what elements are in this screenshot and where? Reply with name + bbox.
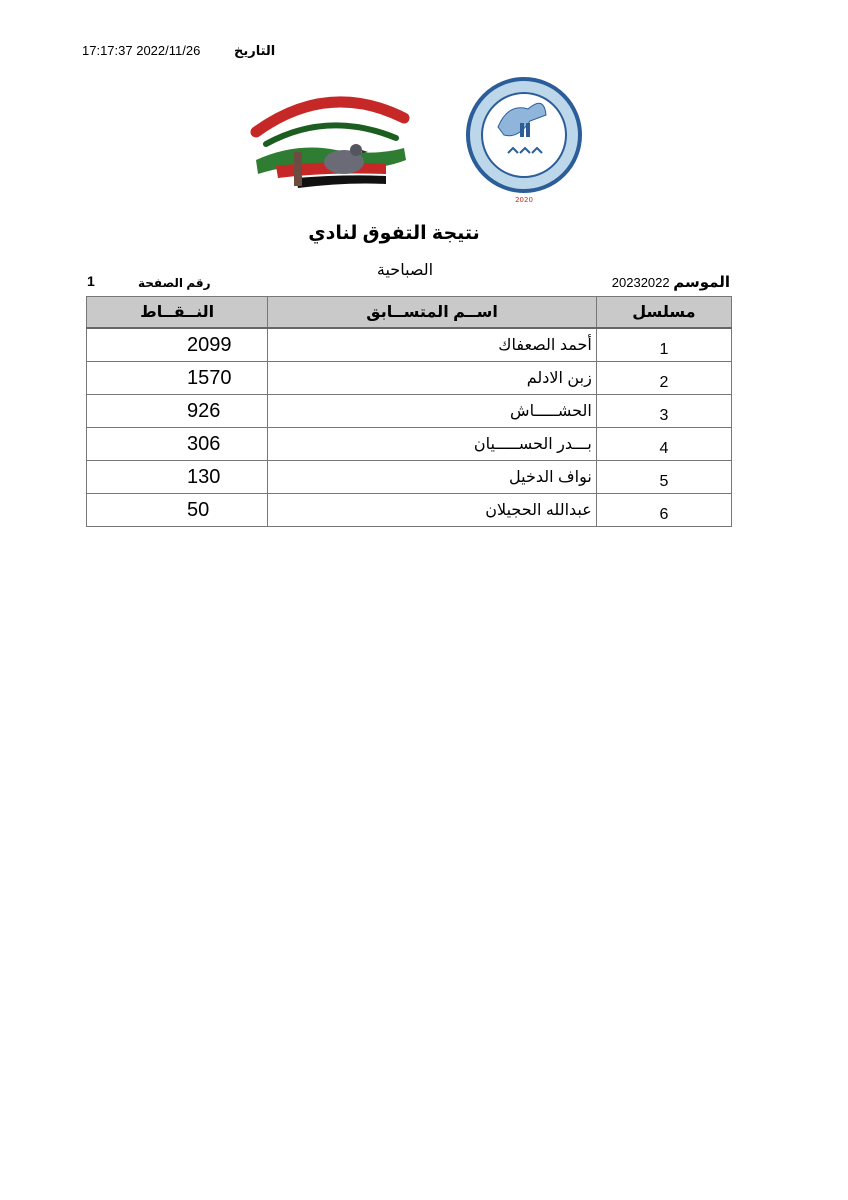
club-logo bbox=[236, 82, 420, 194]
cell-points: 1570 bbox=[87, 362, 268, 395]
table-row bbox=[87, 494, 732, 527]
cell-name: الحشـــــاش bbox=[268, 395, 597, 428]
federation-logo bbox=[464, 75, 586, 205]
date-row bbox=[82, 43, 282, 61]
cell-name: نواف الدخيل bbox=[268, 461, 597, 494]
season-value: 20232022 bbox=[611, 275, 670, 290]
page-number: 1 bbox=[87, 273, 95, 289]
cell-points: 926 bbox=[87, 395, 268, 428]
cell-points: 50 bbox=[87, 494, 268, 527]
table-row bbox=[87, 395, 732, 428]
page-label: رقم الصفحة bbox=[138, 276, 211, 290]
table-row bbox=[87, 428, 732, 461]
table-row bbox=[87, 461, 732, 494]
date-label: التاريخ bbox=[234, 43, 276, 58]
season-label: الموسم bbox=[673, 274, 730, 291]
cell-serial: 4 bbox=[596, 428, 731, 461]
cell-name: أحمد الصعفاك bbox=[268, 328, 597, 362]
header-serial: مسلسل bbox=[596, 297, 731, 329]
cell-name: بـــدر الحســـــيان bbox=[268, 428, 597, 461]
results-table bbox=[86, 296, 732, 527]
report-datetime: 17:17:37 2022/11/26 bbox=[82, 43, 201, 58]
header-name: اســم المتســابق bbox=[268, 297, 597, 329]
club-name: الصباحية bbox=[376, 262, 434, 279]
table-row bbox=[87, 362, 732, 395]
season-info bbox=[612, 273, 730, 291]
table-row bbox=[87, 328, 732, 362]
cell-serial: 5 bbox=[596, 461, 731, 494]
cell-serial: 1 bbox=[596, 328, 731, 362]
cell-name: عبدالله الحجيلان bbox=[268, 494, 597, 527]
cell-name: زبن الادلم bbox=[268, 362, 597, 395]
header-points: النــقــاط bbox=[87, 297, 268, 329]
cell-points: 306 bbox=[87, 428, 268, 461]
table-header-row bbox=[87, 297, 732, 329]
cell-points: 2099 bbox=[87, 328, 268, 362]
cell-points: 130 bbox=[87, 461, 268, 494]
cell-serial: 3 bbox=[596, 395, 731, 428]
report-title: نتيجة التفوق لنادي bbox=[308, 223, 480, 244]
cell-serial: 6 bbox=[596, 494, 731, 527]
cell-serial: 2 bbox=[596, 362, 731, 395]
svg-text:2020: 2020 bbox=[515, 196, 533, 204]
